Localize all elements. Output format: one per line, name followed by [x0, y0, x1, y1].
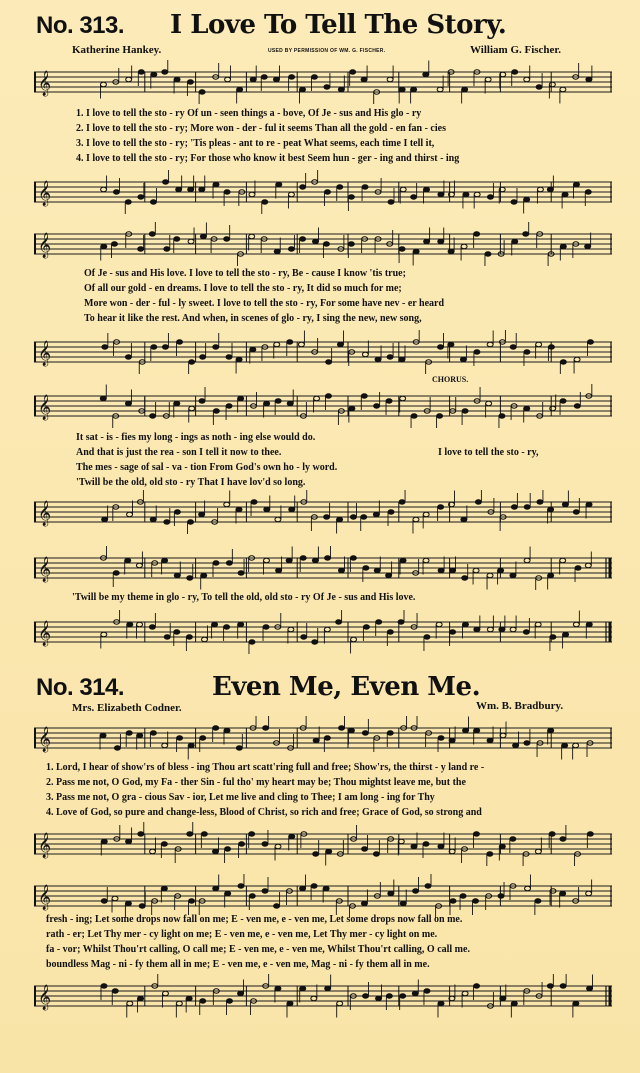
hymn-313-system-1-verse-4: 4. I love to tell the sto - ry; For those who know it best Seem hun - ger - ing and thirst - ing	[76, 153, 460, 164]
svg-text:𝄞: 𝄞	[38, 71, 52, 96]
hymn-313-system-3-bass-staff	[34, 490, 612, 534]
hymn-313-system-2-verse-3: More won - der - ful - ly sweet. I love to tell the sto - ry, For some have nev - er heard	[84, 298, 445, 309]
hymn-314-system-2-bass-staff	[34, 974, 612, 1018]
hymn-313-system-3-verse-4: 'Twill be the old, old sto - ry That I have lov'd so long.	[76, 477, 306, 488]
hymn-313-number: No. 313.	[36, 12, 125, 39]
hymn-313-system-2-treble-staff	[34, 222, 612, 266]
svg-text:𝄞: 𝄞	[38, 833, 52, 858]
hymn-313-composer: William G. Fischer.	[470, 44, 562, 56]
hymn-314-system-2-verse-1: fresh - ing; Let some drops now fall on me; E - ven me, e - ven me, Let some drops now fall on me.	[46, 914, 463, 925]
hymn-314-system-1-verse-2: 2. Pass me not, O God, my Fa - ther Sin - ful tho' my heart may be; Thou mightst leave me, but the	[46, 777, 466, 788]
svg-text:𝄞: 𝄞	[38, 501, 52, 526]
svg-text:𝄞: 𝄞	[38, 233, 52, 258]
hymn-313-system-1-bass-staff	[34, 170, 612, 214]
hymn-313-system-1-treble-staff	[34, 60, 612, 104]
svg-text:𝄞: 𝄞	[38, 341, 52, 366]
hymn-313-lyricist: Katherine Hankey.	[72, 44, 162, 56]
hymn-313-system-4-bass-staff	[34, 610, 612, 654]
hymn-313-permission: USED BY PERMISSION OF WM. G. FISCHER.	[268, 48, 386, 54]
svg-text:𝄞: 𝄞	[38, 181, 52, 206]
hymn-313-system-2-verse-2: Of all our gold - en dreams. I love to tell the sto - ry, It did so much for me;	[84, 283, 402, 294]
hymn-313-chorus-label: CHORUS.	[432, 375, 469, 384]
hymn-314-title: Even Me, Even Me.	[212, 672, 481, 702]
svg-text:𝄞: 𝄞	[38, 727, 52, 752]
hymn-313-system-1-verse-2: 2. I love to tell the sto - ry; More won - der - ful it seems Than all the gold - en fan - cies	[76, 123, 446, 134]
hymn-314-system-2-verse-2: rath - er; Let Thy mer - cy light on me; E - ven me, e - ven me, Let Thy mer - cy light on me.	[46, 929, 438, 940]
hymn-314-system-2-verse-4: boundless Mag - ni - fy them all in me; E - ven me, e - ven me, Mag - ni - fy them all in me.	[46, 959, 430, 970]
hymn-313-title: I Love To Tell The Story.	[170, 10, 507, 40]
hymn-314-system-2-verse-3: fa - vor; Whilst Thou'rt calling, O call me; E - ven me, e - ven me, Whilst Thou'rt calling, O call me.	[46, 944, 470, 955]
hymn-313-system-4-line: 'Twill be my theme in glo - ry, To tell the old, old sto - ry Of Je - sus and His love.	[72, 592, 416, 603]
hymn-313-system-3-treble-staff	[34, 384, 612, 428]
hymn-313-system-2-verse-4: To hear it like the rest. And when, in scenes of glo - ry, I sing the new, new song,	[84, 313, 422, 324]
svg-text:𝄞: 𝄞	[38, 985, 52, 1010]
hymn-314-system-1-bass-staff	[34, 822, 612, 866]
hymn-313-system-2-bass-staff	[34, 330, 612, 374]
hymn-314-lyricist: Mrs. Elizabeth Codner.	[72, 702, 182, 714]
hymn-313-system-1-verse-1: 1. I love to tell the sto - ry Of un - seen things a - bove, Of Je - sus and His glo - ry	[76, 108, 422, 119]
hymn-313-system-4-treble-staff	[34, 546, 612, 590]
hymn-314-system-1-verse-4: 4. Love of God, so pure and change-less, Blood of Christ, so rich and free; Grace of God, so strong and	[46, 807, 482, 818]
hymn-313-system-3-verse-2: And that is just the rea - son I tell it now to thee.	[76, 447, 282, 458]
svg-text:𝄞: 𝄞	[38, 885, 52, 910]
hymn-313-system-3-refrain: I love to tell the sto - ry,	[438, 447, 539, 458]
hymn-313-system-3-verse-3: The mes - sage of sal - va - tion From God's own ho - ly word.	[76, 462, 338, 473]
hymn-314-system-1-verse-1: 1. Lord, I hear of show'rs of bless - ing Thou art scatt'ring full and free; Show'rs, the thirst - y land re -	[46, 762, 485, 773]
hymn-314-number: No. 314.	[36, 674, 125, 701]
hymn-314-composer: Wm. B. Bradbury.	[476, 700, 564, 712]
hymn-313-system-3-verse-1: It sat - is - fies my long - ings as noth - ing else would do.	[76, 432, 316, 443]
svg-text:𝄞: 𝄞	[38, 621, 52, 646]
svg-text:𝄞: 𝄞	[38, 395, 52, 420]
hymn-313-system-1-verse-3: 3. I love to tell the sto - ry; 'Tis pleas - ant to re - peat What seems, each time I tell it,	[76, 138, 435, 149]
hymn-314-system-1-verse-3: 3. Pass me not, O gra - cious Sav - ior, Let me live and cling to Thee; I am long - ing for Thy	[46, 792, 435, 803]
svg-text:𝄞: 𝄞	[38, 557, 52, 582]
hymn-313-system-2-verse-1: Of Je - sus and His love. I love to tell the sto - ry, Be - cause I know 'tis true;	[84, 268, 406, 279]
hymn-314-system-1-treble-staff	[34, 716, 612, 760]
